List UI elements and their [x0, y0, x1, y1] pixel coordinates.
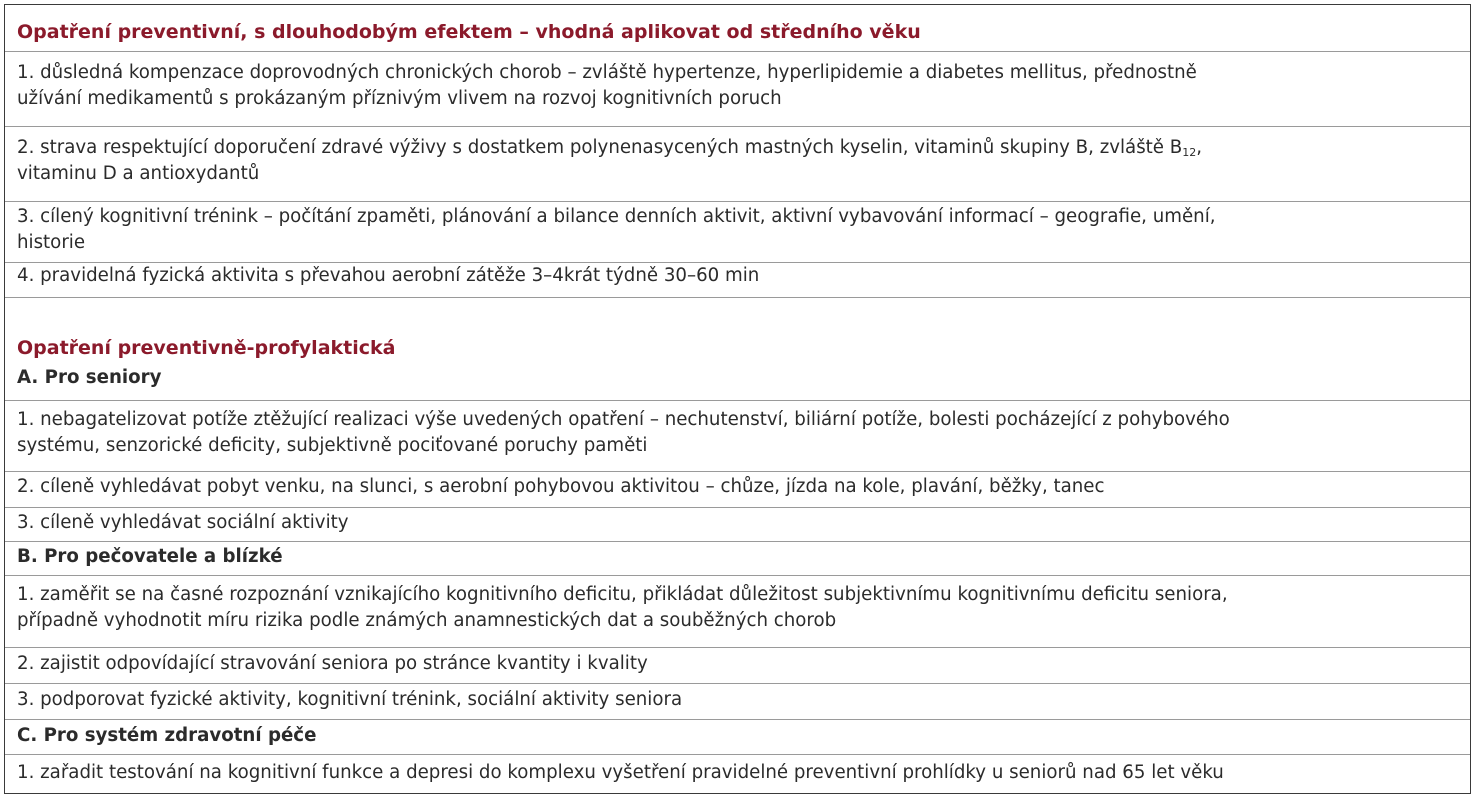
item-text: 4. pravidelná fyzická aktivita s převahou aerobní zátěže 3–4krát týdně 30–60 min: [17, 265, 760, 286]
groupB-item-1: [5, 575, 1470, 645]
divider: [5, 297, 1470, 298]
item-text: 1. zaměřit se na časné rozpoznání vznikajícího kognitivního deficitu, přikládat důležitost subjektivnímu kognitivnímu deficitu seniora,: [17, 584, 1228, 605]
prevention-table: [4, 4, 1471, 794]
section1-item-3: [5, 201, 1470, 261]
group-title: A. Pro seniory: [17, 367, 162, 388]
groupC-item-1: [5, 754, 1470, 792]
group-title: C. Pro systém zdravotní péče: [17, 725, 317, 746]
section1-item-1: [5, 51, 1470, 123]
item-text: [17, 135, 1458, 161]
groupA-item-2: [5, 471, 1470, 505]
item-text: 1. důsledná kompenzace doprovodných chronických chorob – zvláště hypertenze, hyperlipidemie a diabetes mellitus, přednostně: [17, 62, 1197, 83]
groupB-title-row: [5, 541, 1470, 573]
item-text: vitaminu D a antioxydantů: [17, 163, 260, 184]
groupC-title-row: [5, 719, 1470, 753]
item-text: 3. cílený kognitivní trénink – počítání zpaměti, plánování a bilance denních aktivit, aktivní vybavování informací – geografie, umění,: [17, 206, 1216, 227]
item-text-end: ,: [1196, 137, 1203, 158]
groupA-item-3: [5, 507, 1470, 539]
subscript: 12: [1182, 146, 1197, 159]
section1-item-4: [5, 262, 1470, 296]
item-text: 2. zajistit odpovídající stravování seniora po stránce kvantity i kvality: [17, 653, 648, 674]
groupA-item-1: [5, 400, 1470, 468]
groupB-item-3: [5, 683, 1470, 717]
section2-title: Opatření preventivně-profylaktická: [17, 337, 396, 359]
item-text: 1. nebagatelizovat potíže ztěžující realizaci výše uvedených opatření – nechutenství, biliární potíže, bolesti pocházející z pohybového: [17, 409, 1230, 430]
groupA-title-row: [5, 365, 1470, 395]
group-title: B. Pro pečovatele a blízké: [17, 546, 283, 567]
item-text: 2. cíleně vyhledávat pobyt venku, na slunci, s aerobní pohybovou aktivitou – chůze, jízda na kole, plavání, běžky, tanec: [17, 476, 1105, 497]
section1-item-2: [5, 126, 1470, 198]
item-text: 3. cíleně vyhledávat sociální aktivity: [17, 512, 349, 533]
groupB-item-2: [5, 647, 1470, 681]
item-text: užívání medikamentů s prokázaným příznivým vlivem na rozvoj kognitivních poruch: [17, 88, 782, 109]
item-text: 3. podporovat fyzické aktivity, kognitivní trénink, sociální aktivity seniora: [17, 689, 683, 710]
item-text: 1. zařadit testování na kognitivní funkce a depresi do komplexu vyšetření pravidelné preventivní prohlídky u seniorů nad 65 let věku: [17, 762, 1224, 783]
section1-title: Opatření preventivní, s dlouhodobým efektem – vhodná aplikovat od středního věku: [17, 21, 921, 43]
item-text: systému, senzorické deficity, subjektivně pociťované poruchy paměti: [17, 435, 648, 456]
item-text: historie: [17, 232, 86, 253]
item-text: případně vyhodnotit míru rizika podle známých anamnestických dat a souběžných chorob: [17, 610, 837, 631]
item-text-main: 2. strava respektující doporučení zdravé výživy s dostatkem polynenasycených mastných kyselin, vitaminů skupiny B, zvláště B: [17, 137, 1183, 158]
